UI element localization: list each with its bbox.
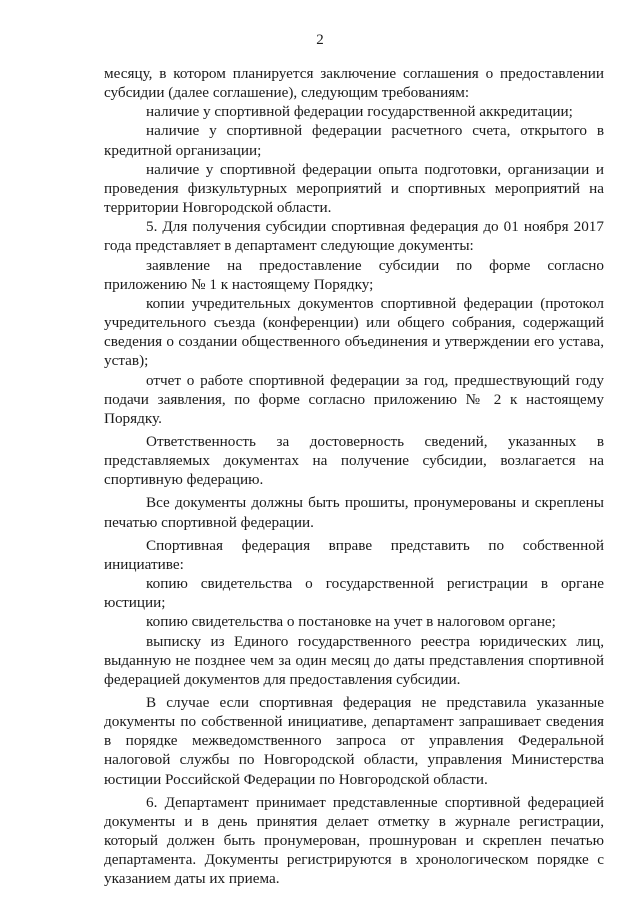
paragraph-own-initiative: Спортивная федерация вправе представить по собственной инициативе: bbox=[104, 536, 604, 573]
document-body bbox=[104, 64, 604, 889]
paragraph-section-5: 5. Для получения субсидии спортивная федерация до 01 ноября 2017 года представляет в департамент следующие документы: bbox=[104, 218, 604, 255]
paragraph-registry-extract: выписку из Единого государственного реестра юридических лиц, выданную не позднее чем за один месяц до даты представления спортивной федерацией документов для предоставления субсидии. bbox=[104, 632, 604, 688]
paragraph-tax-certificate: копию свидетельства о постановке на учет в налоговом органе; bbox=[146, 613, 556, 631]
paragraph-responsibility: Ответственность за достоверность сведений, указанных в представляемых документах на получение субсидии, возлагается на спортивную федерацию. bbox=[104, 432, 604, 489]
paragraph-documents-bound: Все документы должны быть прошиты, пронумерованы и скреплены печатью спортивной федерации. bbox=[104, 494, 604, 531]
paragraph-doc-annual-report: отчет о работе спортивной федерации за год, предшествующий году подачи заявления, по форме согласно приложению № 2 к настоящему Порядку. bbox=[104, 371, 604, 427]
paragraph-intro-continuation: месяцу, в котором планируется заключение соглашения о предоставлении субсидии (далее соглашение), следующим требованиям: bbox=[104, 65, 604, 102]
paragraph-doc-application: заявление на предоставление субсидии по форме согласно приложению № 1 к настоящему Порядку; bbox=[104, 256, 604, 293]
paragraph-requirement-experience: наличие у спортивной федерации опыта подготовки, организации и проведения физкультурных мероприятий и спортивных мероприятий на территории Новгородской области. bbox=[104, 160, 604, 217]
paragraph-requirement-accreditation: наличие у спортивной федерации государственной аккредитации; bbox=[146, 103, 573, 121]
paragraph-interagency-request: В случае если спортивная федерация не представила указанные документы по собственной инициативе, департамент запрашивает сведения в порядке межведомственного запроса от управления Федеральной налоговой службы по Новгородской области, управления Министерства юстиции Российской Федерации по Новгородской области. bbox=[104, 694, 604, 788]
paragraph-requirement-bank-account: наличие у спортивной федерации расчетного счета, открытого в кредитной организации; bbox=[104, 122, 604, 159]
paragraph-doc-founding-documents: копии учредительных документов спортивной федерации (протокол учредительного съезда (конференции) или общего собрания, содержащий сведения о создании общественного объединения и утверждении его устава, устав); bbox=[104, 294, 604, 370]
paragraph-registration-certificate: копию свидетельства о государственной регистрации в органе юстиции; bbox=[104, 575, 604, 612]
page-number: 2 bbox=[316, 32, 324, 48]
paragraph-section-6: 6. Департамент принимает представленные спортивной федерацией документы и в день принятия делает отметку в журнале регистрации, который должен быть пронумерован, прошнурован и скреплен печатью департамента. Документы регистрируются в хронологическом порядке с указанием даты их приема. bbox=[104, 793, 604, 888]
